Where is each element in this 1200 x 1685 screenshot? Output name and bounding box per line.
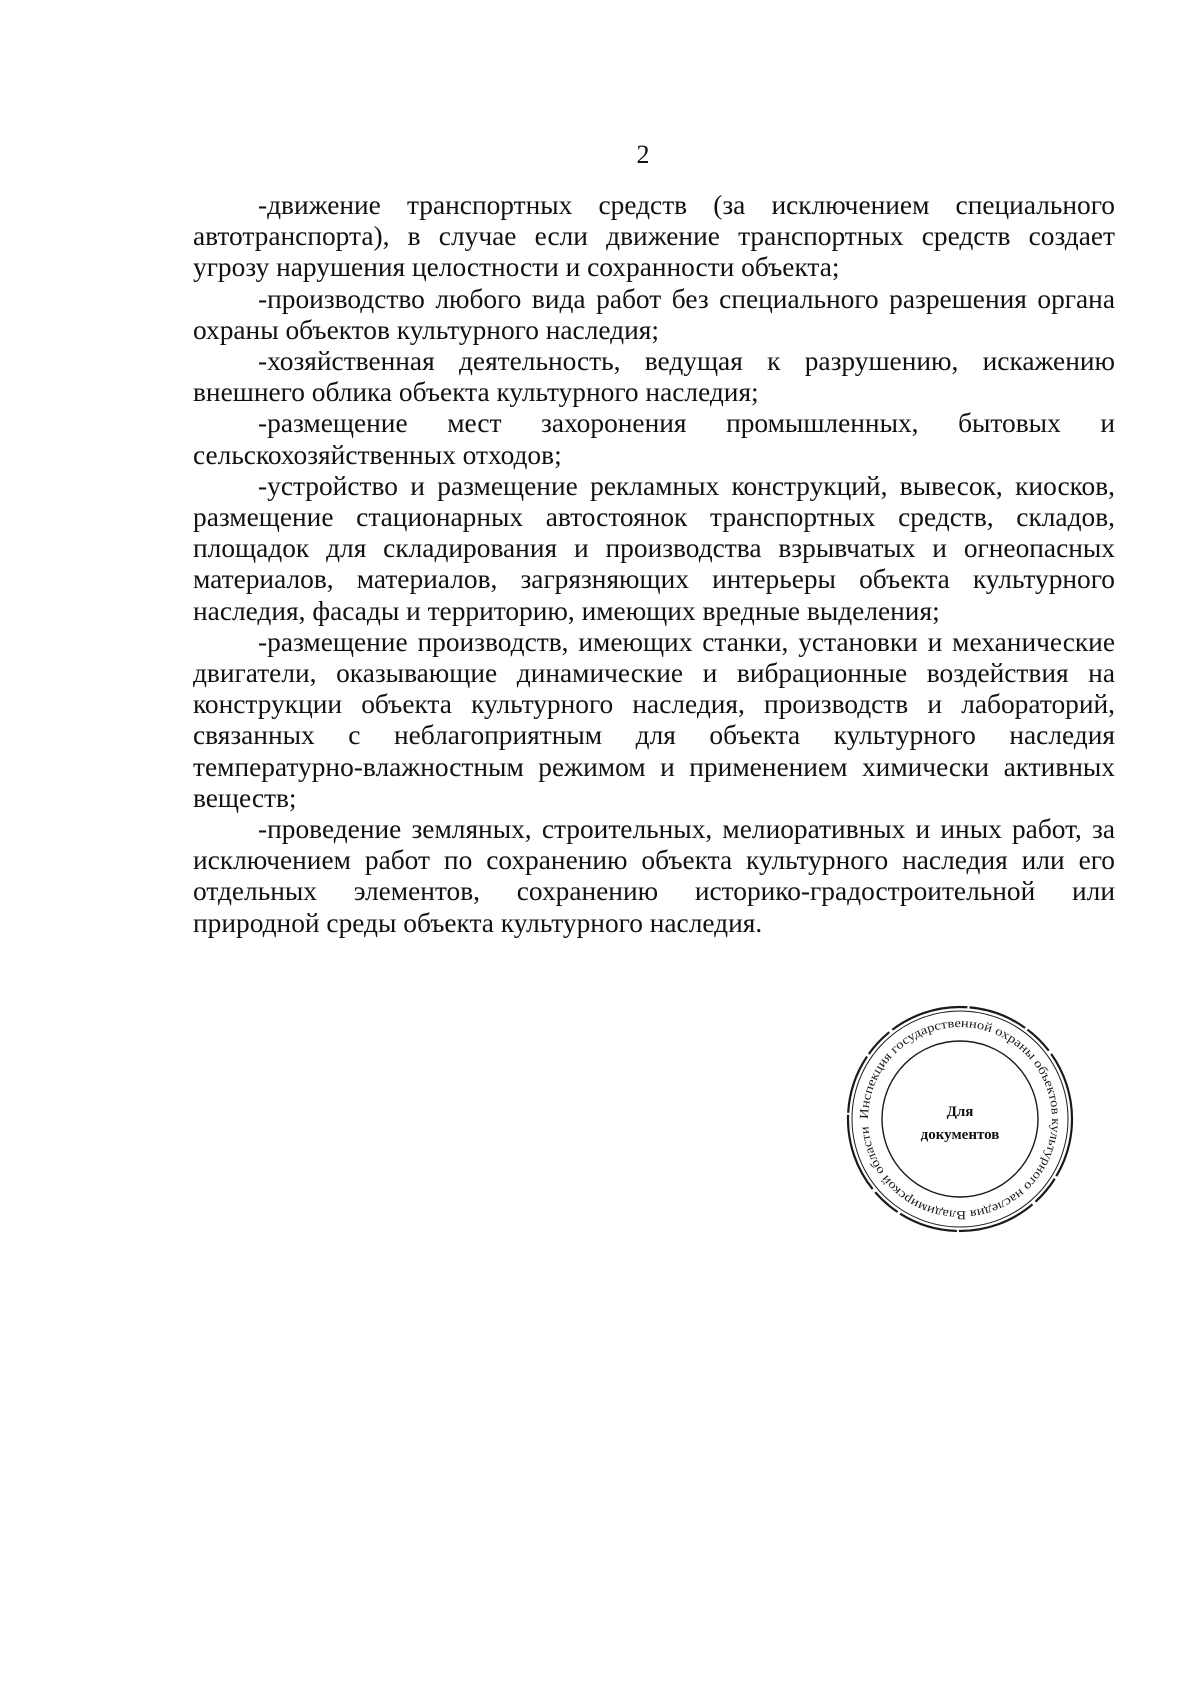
page-number: 2 <box>636 140 650 169</box>
paragraph: -размещение мест захоронения промышленных, бытовых и сельскохозяйственных отходов; <box>193 408 1115 470</box>
paragraph: -хозяйственная деятельность, ведущая к разрушению, искажению внешнего облика объекта культурного наследия; <box>193 346 1115 408</box>
paragraph: -проведение земляных, строительных, мелиоративных и иных работ, за исключением работ по сохранению объекта культурного наследия или его отдельных элементов, сохранению историко-градостроительной или природной среды объекта культурного наследия. <box>193 814 1115 938</box>
stamp-ring-text: Инспекция государственной охраны объектов культурного наследия Владимирской области <box>856 1015 1064 1223</box>
stamp-center-line1: Для <box>946 1104 974 1120</box>
official-stamp <box>845 1004 1075 1234</box>
document-body <box>193 190 1115 939</box>
stamp-seal-icon <box>845 1004 1075 1234</box>
paragraph: -движение транспортных средств (за исключением специального автотранспорта), в случае если движение транспортных средств создает угрозу нарушения целостности и сохранности объекта; <box>193 190 1115 283</box>
paragraph: -устройство и размещение рекламных конструкций, вывесок, киосков, размещение стационарных автостоянок транспортных средств, складов, площадок для складирования и производства взрывчатых и огнеопасных материалов, материалов, загрязняющих интерьеры объекта культурного наследия, фасады и территорию, имеющих вредные выделения; <box>193 470 1115 626</box>
paragraph: -производство любого вида работ без специального разрешения органа охраны объектов культурного наследия; <box>193 283 1115 345</box>
stamp-center-line2: документов <box>920 1127 1000 1143</box>
paragraph: -размещение производств, имеющих станки, установки и механические двигатели, оказывающие динамические и вибрационные воздействия на конструкции объекта культурного наследия, производств и лабораторий, связанных с неблагоприятным для объекта культурного наследия температурно-влажностным режимом и применением химически активных веществ; <box>193 626 1115 813</box>
